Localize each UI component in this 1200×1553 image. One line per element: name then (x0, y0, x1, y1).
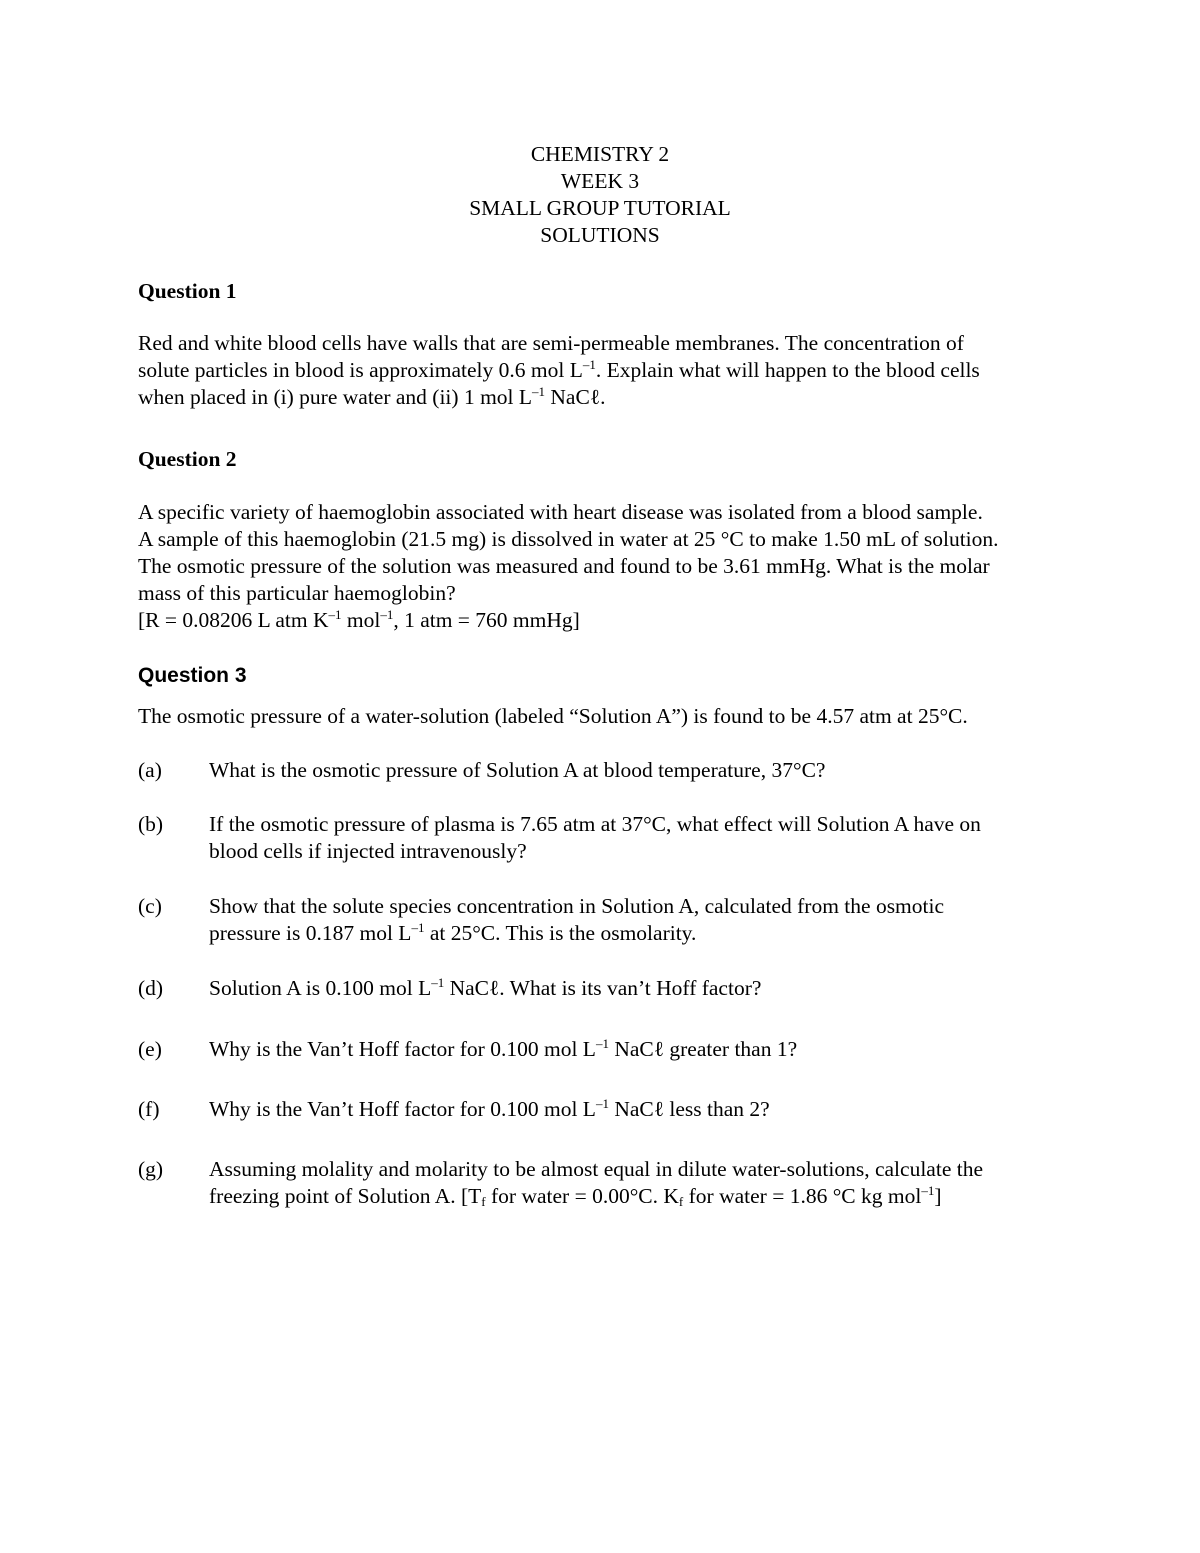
q1-line-3: when placed in (i) pure water and (ii) 1 mol $L^{-1}$ NaCℓ. (138, 384, 606, 409)
item-g-label: (g) (138, 1157, 164, 1181)
item-g-text: Assuming molality and molarity to be almost equal in dilute water-solutions, calculate the freezing point of Solution A. [$T_f$ for water = 0.00°C. $K_f$ for water = 1.86 °C kg mol$^{-1}$] (209, 1157, 983, 1209)
q2-line-1: A specific variety of haemoglobin associated with heart disease was isolated from a blood sample. (138, 500, 983, 524)
item-b-label: (b) (138, 812, 164, 836)
item-c-label: (c) (138, 894, 162, 918)
item-f-text: Why is the Van’t Hoff factor for 0.100 mol $L^{-1}$ NaCℓ less than 2? (209, 1096, 770, 1121)
course-title: CHEMISTRY 2 (530, 142, 670, 166)
item-e-label: (e) (138, 1037, 162, 1061)
tutorial-title: SMALL GROUP TUTORIAL (469, 196, 731, 220)
question-1-body (138, 330, 1068, 411)
item-e-text: Why is the Van’t Hoff factor for 0.100 mol $L^{-1}$ NaCℓ greater than 1? (209, 1036, 798, 1061)
q2-line-5: [R = 0.08206 L atm $K^{-1}$ mol$^{-1}$, 1 atm = 760 mmHg] (138, 607, 580, 632)
question-2-heading: Question 2 (138, 447, 237, 471)
q2-line-2: A sample of this haemoglobin (21.5 mg) is dissolved in water at 25 °C to make 1.50 mL of solution. (138, 527, 999, 551)
item-d-label: (d) (138, 976, 164, 1000)
question-3-intro: The osmotic pressure of a water-solution (labeled “Solution A”) is found to be 4.57 atm at 25°C. (138, 704, 968, 728)
q1-line-2: solute particles in blood is approximately 0.6 mol $L^{-1}$. Explain what will happen to the blood cells (138, 357, 980, 382)
item-d-text: Solution A is 0.100 mol $L^{-1}$ NaCℓ. What is its van’t Hoff factor? (209, 975, 762, 1000)
question-2-body (138, 499, 1068, 634)
item-a-text: What is the osmotic pressure of Solution A at blood temperature, 37°C? (209, 758, 826, 782)
question-3-heading: Question 3 (138, 664, 247, 687)
week-title: WEEK 3 (560, 169, 640, 193)
q2-line-3: The osmotic pressure of the solution was measured and found to be 3.61 mmHg. What is the molar (138, 554, 990, 578)
item-b-text: If the osmotic pressure of plasma is 7.65 atm at 37°C, what effect will Solution A have on blood cells if injected intravenously? (209, 812, 981, 863)
q2-line-4: mass of this particular haemoglobin? (138, 581, 456, 605)
item-c-text: Show that the solute species concentration in Solution A, calculated from the osmotic pressure is 0.187 mol $L^{-1}$ at 25°C. This is the osmolarity. (209, 894, 945, 945)
item-f-label: (f) (138, 1097, 160, 1121)
question-1-heading: Question 1 (138, 279, 237, 303)
item-a-label: (a) (138, 758, 162, 782)
q1-line-1: Red and white blood cells have walls that are semi-permeable membranes. The concentration of (138, 331, 964, 355)
solutions-title: SOLUTIONS (540, 223, 660, 247)
